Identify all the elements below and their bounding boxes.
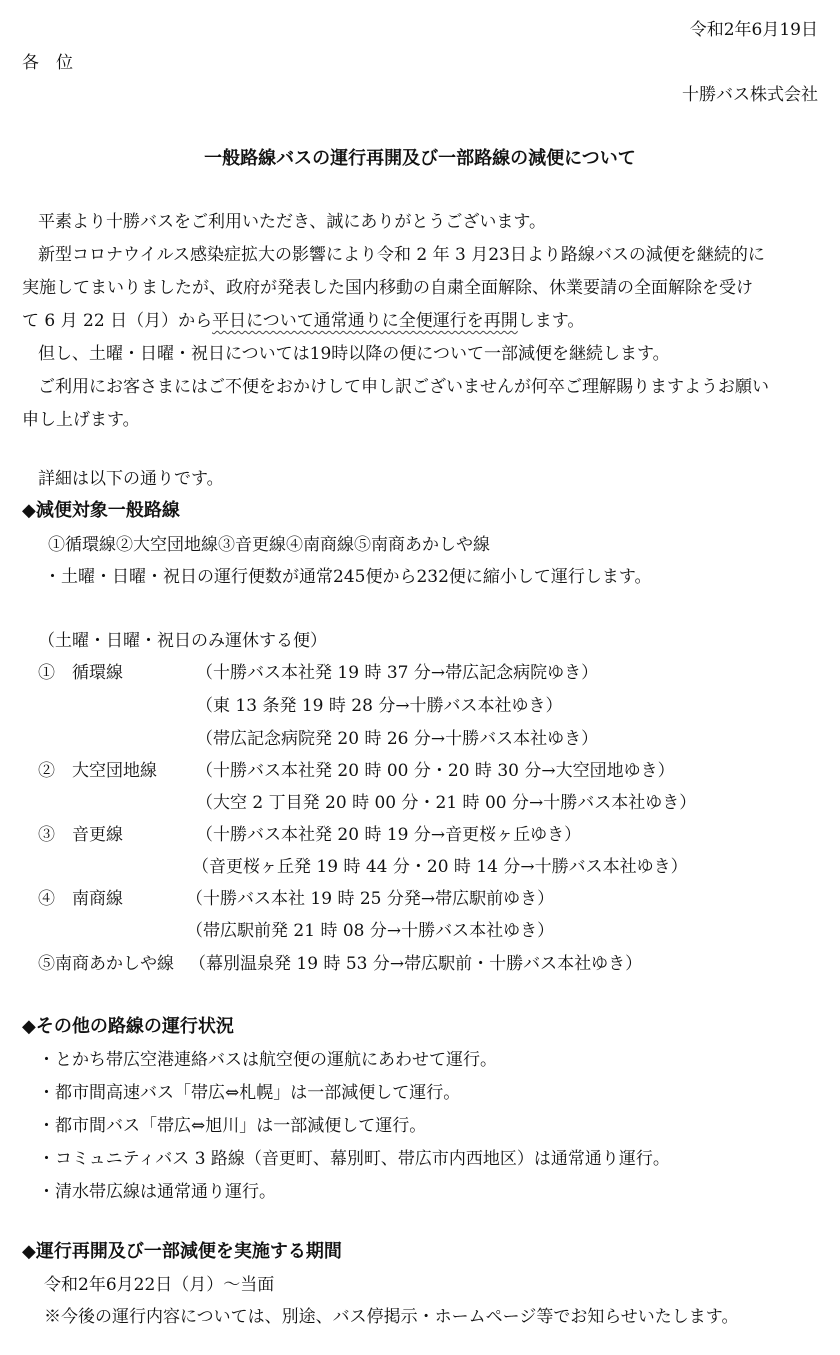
route-name: ③ 音更線 bbox=[38, 825, 123, 845]
addressee: 各 位 bbox=[22, 53, 73, 73]
other-route-item: ・とかち帯広空港連絡バスは航空便の運航にあわせて運行。 bbox=[38, 1050, 497, 1070]
period-value: 令和2年6月22日（月）～当面 bbox=[44, 1275, 275, 1295]
other-route-item: ・都市間バス「帯広⇔旭川」は一部減便して運行。 bbox=[38, 1116, 427, 1136]
route-name: ④ 南商線 bbox=[38, 889, 123, 909]
resume-outro-text: します。 bbox=[517, 311, 585, 331]
body-paragraph-line: 新型コロナウイルス感染症拡大の影響により令和 2 年 3 月23日より路線バスの減便を継続的に bbox=[38, 245, 765, 265]
route-trip: （大空 2 丁目発 20 時 00 分・21 時 00 分→十勝バス本社ゆき） bbox=[196, 793, 697, 813]
period-note: ※今後の運行内容については、別途、バス停掲示・ホームページ等でお知らせいたします。 bbox=[44, 1307, 739, 1327]
document-date: 令和2年6月19日 bbox=[689, 20, 818, 40]
route-trip: （音更桜ヶ丘発 19 時 44 分・20 時 14 分→十勝バス本社ゆき） bbox=[192, 857, 688, 877]
reduced-routes-list: ①循環線②大空団地線③音更線④南商線⑤南商あかしや線 bbox=[48, 535, 490, 555]
details-intro: 詳細は以下の通りです。 bbox=[38, 469, 224, 489]
route-trip: （帯広記念病院発 20 時 26 分→十勝バス本社ゆき） bbox=[196, 729, 599, 749]
reduced-routes-note: ・土曜・日曜・祝日の運行便数が通常245便から232便に縮小して運行します。 bbox=[44, 567, 652, 587]
route-trip: （十勝バス本社発 20 時 00 分・20 時 30 分→大空団地ゆき） bbox=[196, 761, 675, 781]
apology-paragraph-line: 申し上げます。 bbox=[22, 410, 140, 430]
period-heading: ◆運行再開及び一部減便を実施する期間 bbox=[22, 1241, 342, 1262]
route-trip: （十勝バス本社発 20 時 19 分→音更桜ヶ丘ゆき） bbox=[196, 825, 582, 845]
body-paragraph-line bbox=[22, 310, 584, 332]
route-trip: （十勝バス本社発 19 時 37 分→帯広記念病院ゆき） bbox=[196, 663, 599, 683]
other-routes-heading: ◆その他の路線の運行状況 bbox=[22, 1016, 234, 1037]
route-trip: （帯広駅前発 21 時 08 分→十勝バス本社ゆき） bbox=[186, 921, 555, 941]
route-name: ⑤南商あかしや線 bbox=[38, 954, 174, 974]
other-route-item: ・清水帯広線は通常通り運行。 bbox=[38, 1182, 276, 1202]
apology-paragraph-line: ご利用にお客さまにはご不便をおかけして申し訳ございませんが何卒ご理解賜りますようお願い bbox=[38, 377, 769, 397]
other-route-item: ・都市間高速バス「帯広⇔札幌」は一部減便して運行。 bbox=[38, 1083, 461, 1103]
route-trip: （幕別温泉発 19 時 53 分→帯広駅前・十勝バス本社ゆき） bbox=[189, 954, 643, 974]
route-trip: （十勝バス本社 19 時 25 分発→帯広駅前ゆき） bbox=[186, 889, 555, 909]
route-name: ① 循環線 bbox=[38, 663, 123, 683]
reduced-routes-heading: ◆減便対象一般路線 bbox=[22, 500, 180, 521]
other-route-item: ・コミュニティバス 3 路線（音更町、幕別町、帯広市内西地区）は通常通り運行。 bbox=[38, 1149, 670, 1169]
resume-emphasis-text: 平日について通常通りに全便運行を再開 bbox=[212, 311, 518, 331]
route-name: ② 大空団地線 bbox=[38, 761, 157, 781]
suspended-trips-subheading: （土曜・日曜・祝日のみ運休する便） bbox=[38, 631, 327, 651]
weekend-exception-paragraph: 但し、土曜・日曜・祝日については19時以降の便について一部減便を継続します。 bbox=[38, 344, 670, 364]
greeting-paragraph: 平素より十勝バスをご利用いただき、誠にありがとうございます。 bbox=[38, 212, 546, 232]
body-paragraph-line: 実施してまいりましたが、政府が発表した国内移動の自粛全面解除、休業要請の全面解除を受け bbox=[22, 278, 753, 298]
document-title: 一般路線バスの運行再開及び一部路線の減便について bbox=[204, 148, 636, 169]
resume-intro-text: て 6 月 22 日（月）から bbox=[22, 311, 213, 331]
sender-company: 十勝バス株式会社 bbox=[682, 85, 818, 105]
route-trip: （東 13 条発 19 時 28 分→十勝バス本社ゆき） bbox=[196, 696, 563, 716]
